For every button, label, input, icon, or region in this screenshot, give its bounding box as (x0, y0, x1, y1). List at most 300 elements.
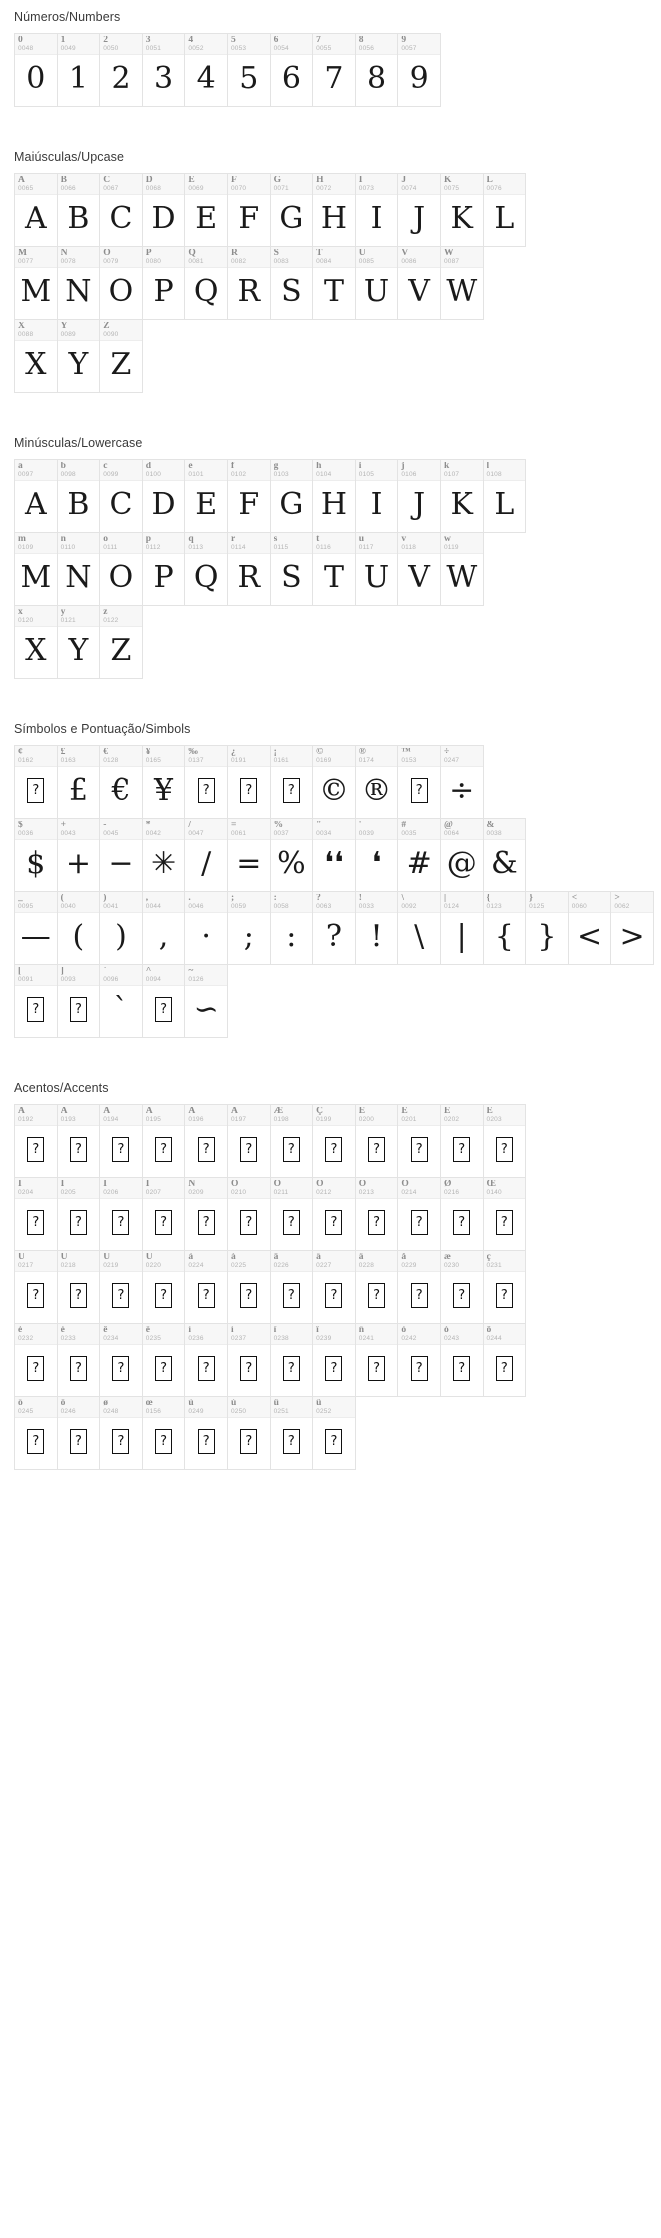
glyph-cell[interactable] (355, 818, 399, 892)
glyph-code-label: 0039 (358, 830, 375, 837)
glyph-cell[interactable] (99, 1323, 143, 1397)
section-title: Acentos/Accents (14, 1081, 109, 1095)
glyph-cell[interactable] (14, 319, 58, 393)
glyph-cell[interactable] (397, 745, 441, 819)
glyph-cell[interactable] (312, 246, 356, 320)
glyph-meta (398, 1251, 440, 1272)
glyph-code-label: 0063 (316, 903, 332, 910)
glyph-cell[interactable] (440, 1104, 484, 1178)
glyph-cell[interactable] (483, 459, 527, 533)
glyph-cell[interactable] (57, 33, 101, 107)
glyph-cell[interactable] (270, 1104, 314, 1178)
glyph-cell[interactable] (312, 459, 356, 533)
missing-glyph-preview (143, 1199, 185, 1250)
glyph-meta (100, 460, 142, 481)
glyph-cell[interactable] (483, 1250, 527, 1324)
glyph-cell[interactable] (57, 459, 101, 533)
tofu-box-icon: ? (112, 1210, 129, 1235)
glyph-meta (15, 606, 57, 627)
glyph-cell[interactable] (355, 173, 399, 247)
glyph-char-label: : (273, 894, 277, 903)
glyph-cell[interactable] (270, 246, 314, 320)
glyph-preview: < (576, 918, 603, 954)
glyph-code-label: 0207 (145, 1189, 162, 1196)
glyph-cell[interactable] (355, 1250, 399, 1324)
glyph-cell[interactable] (355, 891, 399, 965)
glyph-cell[interactable] (227, 532, 271, 606)
glyph-cell[interactable] (99, 891, 143, 965)
glyph-cell[interactable] (57, 605, 101, 679)
glyph-cell[interactable] (312, 33, 356, 107)
glyph-cell[interactable] (440, 1250, 484, 1324)
glyph-cell[interactable] (142, 745, 186, 819)
glyph-meta (398, 34, 440, 55)
glyph-cell[interactable] (312, 1104, 356, 1178)
glyph-cell[interactable] (14, 1323, 58, 1397)
missing-glyph-preview (313, 1345, 355, 1396)
glyph-cell[interactable] (184, 745, 228, 819)
glyph-preview: G (279, 486, 304, 522)
glyph-code-label: 0228 (358, 1262, 375, 1269)
glyph-cell[interactable] (142, 173, 186, 247)
glyph-cell[interactable] (57, 1250, 101, 1324)
glyph-preview: Z (110, 346, 132, 382)
tofu-box-icon: ? (198, 1356, 215, 1381)
glyph-code-label: 0199 (316, 1116, 332, 1123)
glyph-meta (271, 892, 313, 913)
glyph-code-label: 0225 (230, 1262, 247, 1269)
glyph-char-label: 0 (18, 36, 23, 45)
glyph-cell[interactable] (142, 33, 186, 107)
glyph-char-label: * (145, 821, 151, 830)
glyph-code-label: 0169 (316, 757, 332, 764)
glyph-preview: N (65, 559, 92, 595)
glyph-meta (356, 1251, 398, 1272)
glyph-cell[interactable] (227, 818, 271, 892)
glyph-cell[interactable] (397, 1177, 441, 1251)
glyph-cell[interactable] (355, 745, 399, 819)
tofu-box-icon: ? (155, 997, 172, 1022)
glyph-preview: + (65, 845, 91, 881)
glyph-cell[interactable] (142, 1104, 186, 1178)
glyph-meta (271, 247, 313, 268)
glyph-cell[interactable] (57, 964, 101, 1038)
glyph-char-label: Ú (60, 1253, 68, 1262)
tofu-box-icon: ? (283, 1356, 300, 1381)
glyph-cell[interactable] (99, 964, 143, 1038)
glyph-code-label: 0237 (230, 1335, 247, 1342)
glyph-cell[interactable] (184, 1177, 228, 1251)
glyph-preview: − (108, 845, 134, 881)
glyph-preview: M (20, 559, 52, 595)
glyph-preview: V (408, 273, 430, 309)
glyph-cell[interactable] (227, 1396, 271, 1470)
glyph-cell[interactable] (483, 1177, 527, 1251)
glyph-code-label: 0050 (103, 45, 119, 52)
glyph-cell[interactable] (184, 1323, 228, 1397)
glyph-cell[interactable] (99, 532, 143, 606)
glyph-meta (313, 174, 355, 195)
glyph-char-label: ¿ (230, 748, 236, 757)
glyph-cell[interactable] (355, 459, 399, 533)
glyph-preview: > (619, 918, 645, 954)
glyph-meta (271, 460, 313, 481)
glyph-char-label: $ (18, 821, 23, 830)
glyph-char-label: Ê (443, 1107, 451, 1116)
glyph-cell[interactable] (312, 532, 356, 606)
glyph-code-label: 0137 (188, 757, 204, 764)
glyph-cell[interactable] (270, 1323, 314, 1397)
glyph-cell[interactable] (99, 1177, 143, 1251)
glyph-code-label: 0076 (486, 185, 502, 192)
glyph-row (14, 173, 661, 246)
glyph-cell[interactable] (355, 1323, 399, 1397)
glyph-cell[interactable] (440, 459, 484, 533)
glyph-cell[interactable] (355, 1104, 399, 1178)
glyph-cell[interactable] (14, 459, 58, 533)
tofu-box-icon: ? (240, 1429, 257, 1454)
glyph-preview: ( (72, 918, 85, 954)
glyph-char-label: K (443, 176, 452, 185)
glyph-cell[interactable] (142, 1396, 186, 1470)
glyph-cell[interactable] (270, 532, 314, 606)
missing-glyph-preview (100, 1418, 142, 1469)
missing-glyph-preview (100, 1345, 142, 1396)
glyph-cell[interactable] (142, 891, 186, 965)
tofu-box-icon: ? (368, 1137, 385, 1162)
glyph-cell[interactable] (483, 173, 527, 247)
glyph-char-label: œ (145, 1399, 153, 1408)
glyph-meta (313, 533, 355, 554)
glyph-cell[interactable] (270, 818, 314, 892)
glyph-preview: I (370, 200, 383, 236)
glyph-code-label: 0203 (486, 1116, 502, 1123)
glyph-cell[interactable] (440, 1177, 484, 1251)
glyph-code-label: 0083 (273, 258, 289, 265)
glyph-preview: £ (68, 772, 88, 808)
glyph-char-label: n (60, 535, 66, 544)
tofu-box-icon: ? (70, 1429, 87, 1454)
glyph-cell[interactable] (99, 246, 143, 320)
glyph-cell[interactable] (355, 532, 399, 606)
glyph-cell[interactable] (99, 818, 143, 892)
glyph-cell[interactable] (312, 173, 356, 247)
glyph-cell[interactable] (227, 891, 271, 965)
glyph-code-label: 0235 (145, 1335, 162, 1342)
glyph-cell[interactable] (525, 891, 569, 965)
glyph-code-label: 0108 (486, 471, 502, 478)
glyph-cell[interactable] (397, 33, 441, 107)
glyph-row (14, 818, 661, 891)
glyph-code-label: 0213 (358, 1189, 375, 1196)
glyph-code-label: 0114 (230, 544, 246, 551)
glyph-cell[interactable] (227, 1250, 271, 1324)
glyph-cell[interactable] (99, 1250, 143, 1324)
glyph-preview: R (237, 273, 261, 309)
glyph-cell[interactable] (57, 891, 101, 965)
glyph-cell[interactable] (397, 173, 441, 247)
glyph-cell[interactable] (14, 1177, 58, 1251)
glyph-cell[interactable] (14, 1396, 58, 1470)
glyph-cell[interactable] (355, 33, 399, 107)
glyph-cell[interactable] (142, 246, 186, 320)
glyph-cell[interactable] (99, 33, 143, 107)
glyph-cell[interactable] (14, 532, 58, 606)
glyph-char-label: Ç (316, 1107, 324, 1116)
glyph-cell[interactable] (270, 1396, 314, 1470)
glyph-cell[interactable] (397, 1104, 441, 1178)
glyph-char-label: S (273, 249, 279, 258)
glyph-meta (15, 965, 57, 986)
missing-glyph-preview (271, 1418, 313, 1469)
glyph-cell[interactable] (57, 246, 101, 320)
glyph-char-label: ( (60, 894, 64, 903)
glyph-cell[interactable] (57, 173, 101, 247)
glyph-cell[interactable] (184, 459, 228, 533)
glyph-code-label: 0091 (18, 976, 34, 983)
glyph-preview: Y (68, 346, 89, 382)
glyph-cell[interactable] (14, 173, 58, 247)
glyph-cell[interactable] (184, 891, 228, 965)
glyph-meta (100, 1397, 142, 1418)
glyph-preview: O (108, 559, 134, 595)
glyph-cell[interactable] (610, 891, 654, 965)
glyph-preview: D (151, 486, 176, 522)
glyph-char-label: È (358, 1107, 366, 1116)
glyph-meta (185, 174, 227, 195)
glyph-cell[interactable] (397, 246, 441, 320)
glyph-cell[interactable] (483, 818, 527, 892)
missing-glyph-preview (58, 1345, 100, 1396)
glyph-code-label: 0212 (316, 1189, 332, 1196)
glyph-preview: 9 (409, 60, 429, 96)
glyph-cell[interactable] (440, 1323, 484, 1397)
glyph-code-label: 0234 (103, 1335, 119, 1342)
glyph-code-label: 0224 (188, 1262, 204, 1269)
tofu-box-icon: ? (70, 1210, 87, 1235)
glyph-char-label: Æ (273, 1107, 284, 1116)
glyph-cell[interactable] (440, 818, 484, 892)
glyph-cell[interactable] (184, 1250, 228, 1324)
glyph-code-label: 0060 (571, 903, 587, 910)
glyph-cell[interactable] (483, 891, 527, 965)
glyph-cell[interactable] (142, 818, 186, 892)
glyph-cell[interactable] (397, 891, 441, 965)
glyph-cell[interactable] (270, 173, 314, 247)
glyph-meta (356, 460, 398, 481)
glyph-code-label: 0074 (401, 185, 417, 192)
glyph-cell[interactable] (312, 1396, 356, 1470)
glyph-cell[interactable] (57, 745, 101, 819)
tofu-box-icon: ? (240, 1137, 257, 1162)
missing-glyph-preview (271, 1199, 313, 1250)
glyph-cell[interactable] (99, 173, 143, 247)
section-title: Maiúsculas/Upcase (14, 150, 125, 164)
glyph-char-label: Y (60, 322, 68, 331)
glyph-cell[interactable] (312, 1177, 356, 1251)
glyph-cell[interactable] (184, 1104, 228, 1178)
glyph-code-label: 0102 (230, 471, 247, 478)
glyph-cell[interactable] (227, 33, 271, 107)
glyph-meta (271, 819, 313, 840)
glyph-code-label: 0105 (358, 471, 375, 478)
glyph-code-label: 0211 (273, 1189, 289, 1196)
glyph-cell[interactable] (227, 745, 271, 819)
glyph-char-label: ö (60, 1399, 66, 1408)
glyph-cell[interactable] (14, 964, 58, 1038)
glyph-cell[interactable] (99, 1396, 143, 1470)
glyph-cell[interactable] (57, 1396, 101, 1470)
glyph-cell[interactable] (440, 173, 484, 247)
glyph-code-label: 0202 (443, 1116, 460, 1123)
glyph-cell[interactable] (227, 246, 271, 320)
glyph-cell[interactable] (440, 891, 484, 965)
glyph-code-label: 0244 (486, 1335, 502, 1342)
glyph-meta (228, 746, 270, 767)
glyph-cell[interactable] (227, 173, 271, 247)
glyph-meta (185, 965, 227, 986)
glyph-preview: P (153, 559, 174, 595)
glyph-char-label: â (273, 1253, 279, 1262)
glyph-cell[interactable] (57, 319, 101, 393)
glyph-cell[interactable] (184, 818, 228, 892)
glyph-cell[interactable] (57, 1104, 101, 1178)
glyph-cell[interactable] (142, 1323, 186, 1397)
glyph-code-label: 0046 (188, 903, 204, 910)
glyph-cell[interactable] (184, 532, 228, 606)
glyph-cell[interactable] (227, 1323, 271, 1397)
glyph-row (14, 246, 661, 319)
glyph-preview: B (67, 200, 90, 236)
glyph-code-label: 0126 (188, 976, 204, 983)
glyph-meta (58, 1251, 100, 1272)
glyph-cell[interactable] (14, 33, 58, 107)
glyph-preview: ) (115, 918, 127, 954)
glyph-preview: G (279, 200, 304, 236)
glyph-cell[interactable] (184, 1396, 228, 1470)
glyph-cell[interactable] (440, 246, 484, 320)
glyph-cell[interactable] (99, 605, 143, 679)
glyph-cell[interactable] (568, 891, 612, 965)
glyph-cell[interactable] (57, 1177, 101, 1251)
glyph-cell[interactable] (57, 532, 101, 606)
glyph-cell[interactable] (184, 173, 228, 247)
glyph-cell[interactable] (270, 745, 314, 819)
glyph-meta (271, 746, 313, 767)
section-spacer (0, 690, 661, 712)
glyph-cell[interactable] (14, 818, 58, 892)
glyph-cell[interactable] (142, 1177, 186, 1251)
glyph-cell[interactable] (270, 459, 314, 533)
glyph-cell[interactable] (312, 818, 356, 892)
glyph-cell[interactable] (227, 1177, 271, 1251)
glyph-char-label: 1 (60, 36, 66, 45)
glyph-cell[interactable] (440, 532, 484, 606)
glyph-cell[interactable] (270, 891, 314, 965)
glyph-cell[interactable] (14, 745, 58, 819)
glyph-preview: Z (110, 632, 132, 668)
glyph-cell[interactable] (99, 1104, 143, 1178)
glyph-cell[interactable] (142, 532, 186, 606)
missing-glyph-preview (15, 1345, 57, 1396)
glyph-meta (271, 1251, 313, 1272)
glyph-cell[interactable] (227, 459, 271, 533)
glyph-grid (0, 745, 661, 1037)
glyph-char-label: w (443, 535, 451, 544)
glyph-cell[interactable] (483, 1104, 527, 1178)
glyph-meta (228, 460, 270, 481)
missing-glyph-preview (143, 1272, 185, 1323)
glyph-preview: T (323, 559, 344, 595)
glyph-char-label: 2 (103, 36, 108, 45)
missing-glyph-preview (58, 1272, 100, 1323)
glyph-cell[interactable] (270, 1177, 314, 1251)
glyph-cell[interactable] (312, 1323, 356, 1397)
glyph-cell[interactable] (14, 1250, 58, 1324)
glyph-cell[interactable] (184, 33, 228, 107)
tofu-box-icon: ? (240, 1283, 257, 1308)
glyph-code-label: 0101 (188, 471, 204, 478)
glyph-cell[interactable] (227, 1104, 271, 1178)
missing-glyph-preview (100, 1199, 142, 1250)
glyph-cell[interactable] (57, 1323, 101, 1397)
glyph-cell[interactable] (14, 1104, 58, 1178)
glyph-cell[interactable] (440, 745, 484, 819)
glyph-cell[interactable] (99, 319, 143, 393)
glyph-code-label: 0204 (18, 1189, 34, 1196)
glyph-char-label: u (358, 535, 365, 544)
glyph-meta (569, 892, 611, 913)
glyph-cell[interactable] (99, 745, 143, 819)
glyph-cell[interactable] (142, 1250, 186, 1324)
glyph-cell[interactable] (142, 459, 186, 533)
glyph-cell[interactable] (483, 1323, 527, 1397)
glyph-cell[interactable] (14, 246, 58, 320)
glyph-cell[interactable] (355, 246, 399, 320)
glyph-cell[interactable] (312, 745, 356, 819)
glyph-cell[interactable] (142, 964, 186, 1038)
glyph-cell[interactable] (184, 246, 228, 320)
glyph-char-label: Ë (486, 1107, 493, 1116)
glyph-cell[interactable] (99, 459, 143, 533)
glyph-cell[interactable] (14, 891, 58, 965)
glyph-char-label: < (571, 894, 578, 903)
glyph-cell[interactable] (397, 459, 441, 533)
glyph-cell[interactable] (312, 891, 356, 965)
glyph-char-label: { (486, 894, 491, 903)
glyph-cell[interactable] (312, 1250, 356, 1324)
glyph-cell[interactable] (397, 818, 441, 892)
glyph-cell[interactable] (270, 1250, 314, 1324)
glyph-char-label: ì (188, 1326, 192, 1335)
glyph-cell[interactable] (397, 532, 441, 606)
glyph-cell[interactable] (270, 33, 314, 107)
glyph-row (14, 1104, 661, 1177)
glyph-cell[interactable] (355, 1177, 399, 1251)
glyph-code-label: 0088 (18, 331, 34, 338)
tofu-box-icon: ? (283, 1283, 300, 1308)
glyph-cell[interactable] (397, 1323, 441, 1397)
glyph-cell[interactable] (57, 818, 101, 892)
glyph-preview: W (446, 559, 478, 595)
glyph-meta (58, 819, 100, 840)
missing-glyph-preview (484, 1345, 526, 1396)
glyph-char-label: å (401, 1253, 407, 1262)
glyph-cell[interactable] (397, 1250, 441, 1324)
glyph-code-label: 0115 (273, 544, 289, 551)
glyph-cell[interactable] (184, 964, 228, 1038)
glyph-cell[interactable] (14, 605, 58, 679)
